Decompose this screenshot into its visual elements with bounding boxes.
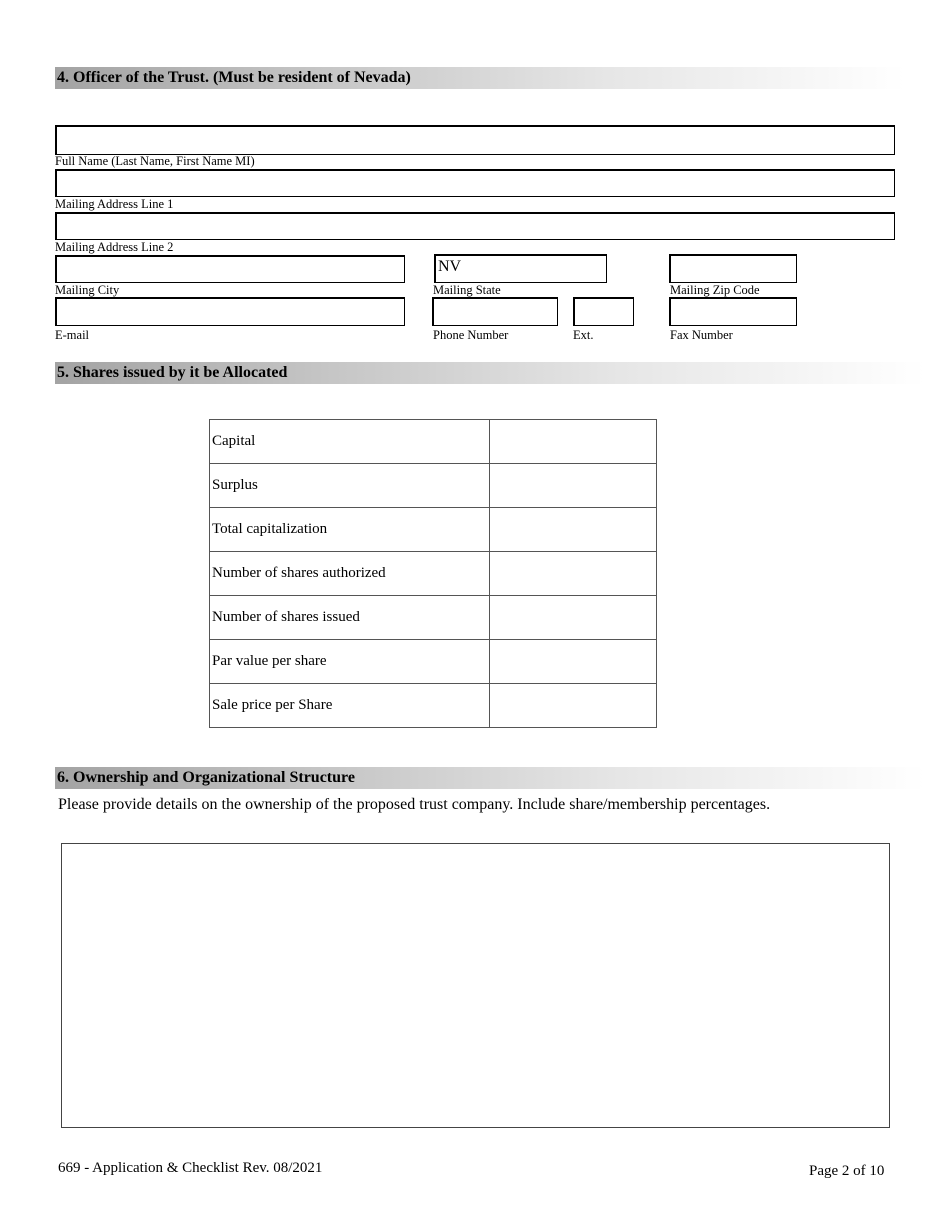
section-4-header: 4. Officer of the Trust. (Must be resident of Nevada) — [55, 67, 905, 89]
fax-number-label: Fax Number — [670, 328, 733, 342]
row-label: Total capitalization — [210, 508, 490, 552]
email-input[interactable] — [55, 297, 405, 326]
phone-number-input[interactable] — [432, 297, 558, 326]
phone-ext-input[interactable] — [573, 297, 634, 326]
phone-number-label: Phone Number — [433, 328, 509, 342]
row-label: Surplus — [210, 464, 490, 508]
table-row — [210, 464, 657, 508]
full-name-input[interactable] — [55, 125, 895, 155]
total-capitalization-input[interactable] — [490, 508, 657, 552]
phone-ext-label: Ext. — [573, 328, 594, 342]
form-revision-footer: 669 - Application & Checklist Rev. 08/2021 — [58, 1160, 323, 1176]
sale-price-input[interactable] — [490, 684, 657, 728]
capital-input[interactable] — [490, 420, 657, 464]
mailing-address-line2-input[interactable] — [55, 212, 895, 240]
shares-authorized-input[interactable] — [490, 552, 657, 596]
page-number: Page 2 of 10 — [809, 1163, 885, 1179]
row-label: Number of shares authorized — [210, 552, 490, 596]
row-label: Par value per share — [210, 640, 490, 684]
surplus-input[interactable] — [490, 464, 657, 508]
mailing-city-label: Mailing City — [55, 283, 120, 297]
section-5-header: 5. Shares issued by it be Allocated — [55, 362, 925, 384]
table-row — [210, 640, 657, 684]
table-row — [210, 596, 657, 640]
table-row — [210, 420, 657, 464]
email-label: E-mail — [55, 328, 90, 342]
shares-table — [209, 419, 657, 728]
fax-number-input[interactable] — [669, 297, 797, 326]
mailing-address-line1-label: Mailing Address Line 1 — [55, 197, 174, 211]
row-label: Sale price per Share — [210, 684, 490, 728]
mailing-state-label: Mailing State — [433, 283, 501, 297]
shares-issued-input[interactable] — [490, 596, 657, 640]
table-row — [210, 552, 657, 596]
mailing-state-input[interactable]: NV — [434, 254, 607, 283]
mailing-zip-label: Mailing Zip Code — [670, 283, 760, 297]
table-row — [210, 684, 657, 728]
mailing-city-input[interactable] — [55, 255, 405, 283]
row-label: Number of shares issued — [210, 596, 490, 640]
par-value-input[interactable] — [490, 640, 657, 684]
row-label: Capital — [210, 420, 490, 464]
mailing-address-line2-label: Mailing Address Line 2 — [55, 240, 174, 254]
full-name-label: Full Name (Last Name, First Name MI) — [55, 154, 255, 168]
section-6-instructions: Please provide details on the ownership of the proposed trust company. Include share/membership percentages. — [58, 796, 771, 813]
ownership-details-textarea[interactable] — [61, 843, 890, 1128]
mailing-address-line1-input[interactable] — [55, 169, 895, 197]
table-row — [210, 508, 657, 552]
section-6-header: 6. Ownership and Organizational Structure — [55, 767, 925, 789]
mailing-zip-input[interactable] — [669, 254, 797, 283]
